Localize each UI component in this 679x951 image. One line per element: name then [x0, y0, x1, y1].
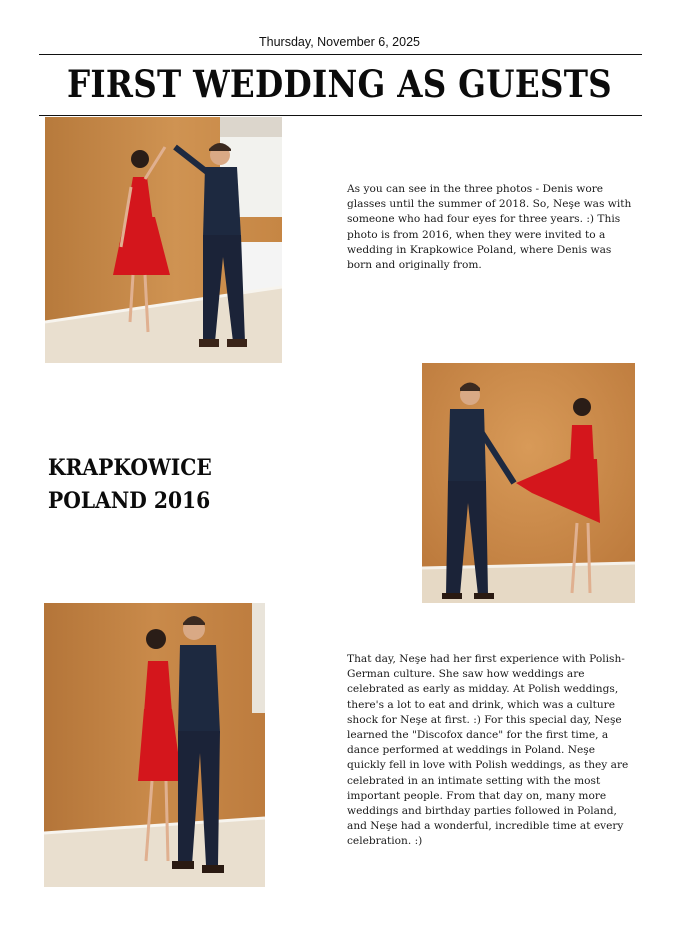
- photo-couple-pose: [44, 603, 265, 887]
- photo-dancing: [45, 117, 282, 363]
- story-paragraph: That day, Neşe had her first experience with Polish-German culture. She saw how weddings are celebrated as early as midday. At Polish weddings, there's a lot to eat and drink, which was a culture shock for Neşe at first. :) For this special day, Neşe learned the "Discofox dance" for the first time, a dance performed at weddings in Poland. Neşe quickly fell in love with Polish weddings, as they are celebrated in an intimate setting with the most important people. From that day on, many more weddings and birthday parties followed in Poland, and Neşe had a wonderful, incredible time at every celebration. :): [347, 653, 629, 848]
- location-heading: [48, 452, 250, 518]
- bottom-rule: [39, 115, 642, 116]
- page-date: Thursday, November 6, 2025: [259, 35, 420, 49]
- page-title: FIRST WEDDING AS GUESTS: [67, 62, 612, 106]
- intro-paragraph: As you can see in the three photos - Denis wore glasses until the summer of 2018. So, Neşe was with someone who had four eyes for three years. :) This photo is from 2016, when they were invited to a wedding in Krapkowice Poland, where Denis was born and originally from.: [347, 183, 632, 272]
- top-rule: [39, 54, 642, 55]
- photo-dress-hem: [422, 363, 635, 603]
- location-heading-line-2: POLAND 2016: [48, 488, 211, 514]
- location-heading-line-1: KRAPKOWICE: [48, 455, 212, 481]
